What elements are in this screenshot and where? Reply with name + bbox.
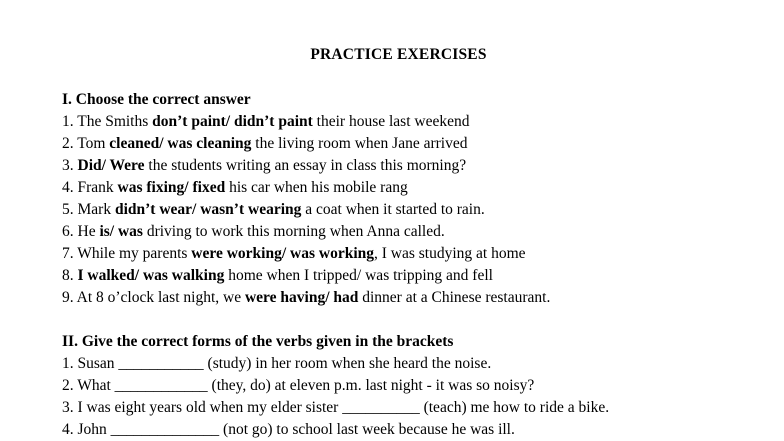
answer-options: is/ was: [99, 223, 143, 240]
section-choose-correct-answer: [62, 89, 550, 309]
answer-options: were having/ had: [244, 289, 359, 306]
section-heading: I. Choose the correct answer: [62, 91, 251, 108]
answer-options: I walked/ was walking: [77, 267, 225, 284]
item-text: 9. At 8 o’clock last night, we: [62, 289, 245, 306]
item-text: 7. While my parents: [62, 245, 192, 262]
exercise-item: [62, 243, 550, 265]
exercise-item: [62, 111, 550, 133]
item-text: , I was studying at home: [374, 245, 526, 262]
item-text: the living room when Jane arrived: [251, 135, 468, 152]
exercise-item: [62, 287, 550, 309]
answer-options: was fixing/ fixed: [117, 179, 226, 196]
item-text: 5. Mark: [62, 201, 115, 218]
exercise-item: 2. What ____________ (they, do) at eleven p.m. last night - it was so noisy?: [62, 377, 535, 394]
exercise-item: [62, 265, 550, 287]
section-verb-forms: [62, 331, 609, 441]
section-heading: II. Give the correct forms of the verbs given in the brackets: [62, 333, 454, 350]
exercise-item: 1. Susan ___________ (study) in her room when she heard the noise.: [62, 355, 492, 372]
exercise-item: [62, 221, 550, 243]
item-text: his car when his mobile rang: [225, 179, 408, 196]
answer-options: cleaned/ was cleaning: [109, 135, 252, 152]
exercise-item: [62, 177, 550, 199]
item-text: 6. He: [62, 223, 100, 240]
answer-options: didn’t wear/ wasn’t wearing: [114, 201, 302, 218]
exercise-item: [62, 199, 550, 221]
item-text: 2. Tom: [62, 135, 110, 152]
answer-options: Did/ Were: [77, 157, 145, 174]
item-text: home when I tripped/ was tripping and fell: [224, 267, 493, 284]
item-text: driving to work this morning when Anna called.: [142, 223, 445, 240]
exercise-item: 4. John ______________ (not go) to school last week because he was ill.: [62, 421, 515, 438]
item-text: a coat when it started to rain.: [301, 201, 485, 218]
item-text: 3.: [62, 157, 78, 174]
exercise-item: [62, 133, 550, 155]
item-text: the students writing an essay in class this morning?: [144, 157, 467, 174]
item-text: their house last weekend: [312, 113, 470, 130]
exercise-item: 3. I was eight years old when my elder sister __________ (teach) me how to ride a bike.: [62, 399, 610, 416]
item-text: 4. Frank: [62, 179, 118, 196]
answer-options: were working/ was working: [191, 245, 374, 262]
item-text: 8.: [62, 267, 78, 284]
exercise-item: [62, 155, 550, 177]
page-title: PRACTICE EXERCISES: [310, 46, 487, 63]
item-text: 1. The Smiths: [62, 113, 153, 130]
answer-options: don’t paint/ didn’t paint: [152, 113, 313, 130]
item-text: dinner at a Chinese restaurant.: [358, 289, 551, 306]
